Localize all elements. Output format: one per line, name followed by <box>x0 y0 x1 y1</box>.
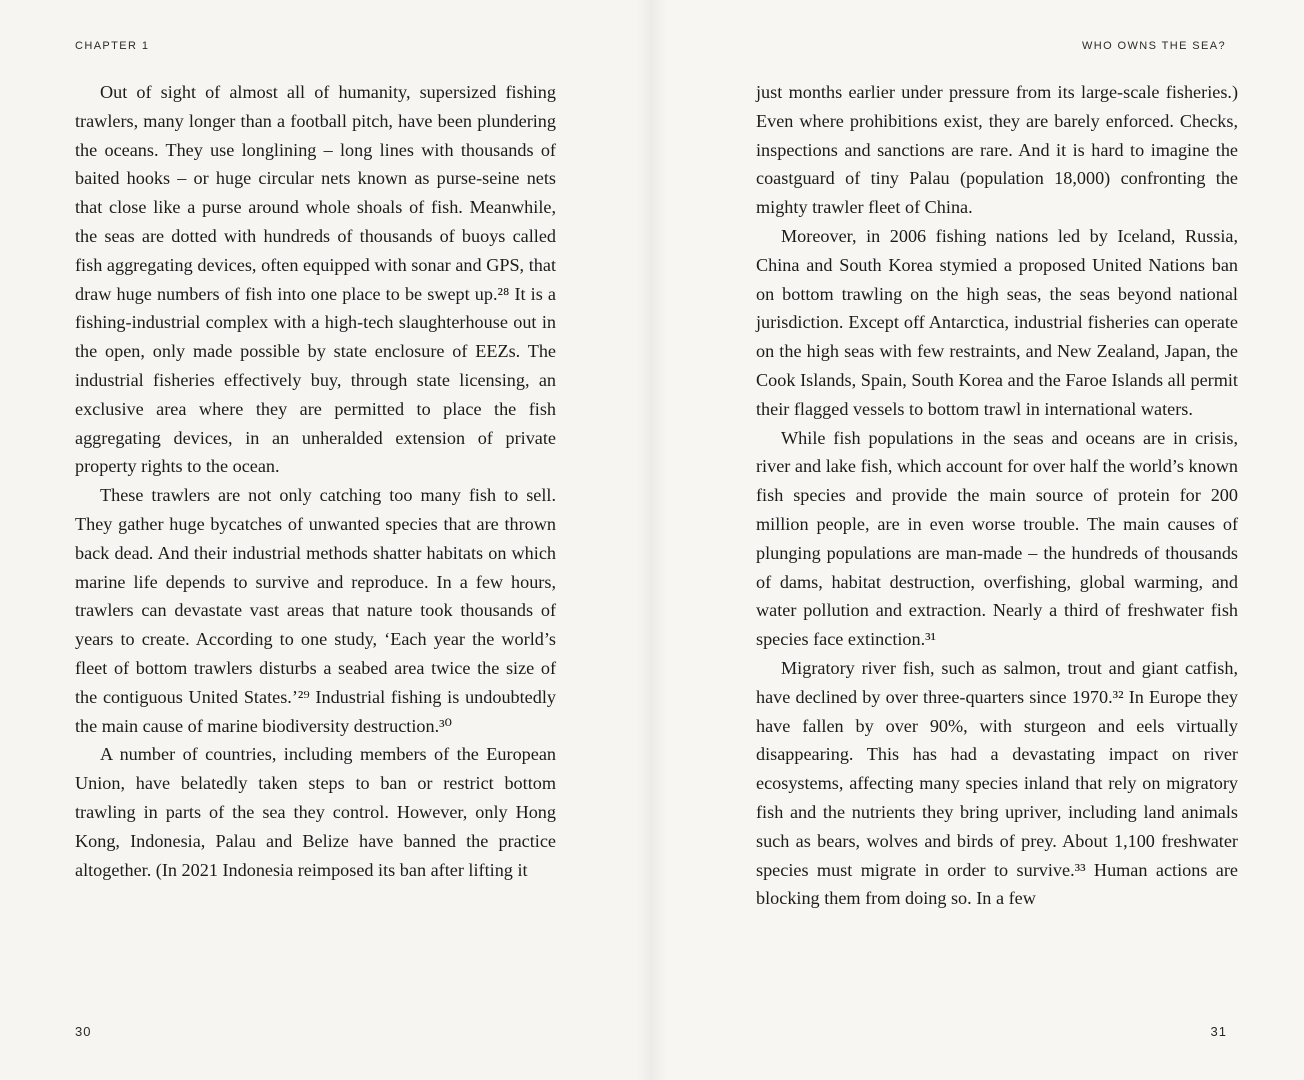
page-number: 30 <box>75 1024 92 1039</box>
paragraph: Out of sight of almost all of humanity, supersized fishing trawlers, many longer than a football pitch, have been plundering the oceans. They use longlining – long lines with thousands of baited hooks – or huge circular nets known as purse-seine nets that close like a purse around whole shoals of fish. Meanwhile, the seas are dotted with hundreds of thousands of buoys called fish aggregating devices, often equipped with sonar and GPS, that draw huge numbers of fish into one place to be swept up.²⁸ It is a fishing-industrial complex with a high-tech slaughterhouse out in the open, only made possible by state enclosure of EEZs. The industrial fisheries effectively buy, through state licensing, an exclusive area where they are permitted to place the fish aggregating devices, in an unheralded extension of private property rights to the ocean. <box>75 82 556 477</box>
paragraph: Moreover, in 2006 fishing nations led by Iceland, Russia, China and South Korea stymied a proposed United Nations ban on bottom trawling on the high seas, the seas beyond national jurisdiction. Except off Antarctica, industrial fisheries can operate on the high seas with few restraints, and New Zealand, Japan, the Cook Islands, Spain, South Korea and the Faroe Islands all permit their flagged vessels to bottom trawl in international waters. <box>756 225 1238 419</box>
running-head-chapter: CHAPTER 1 <box>75 40 150 52</box>
running-head-title: WHO OWNS THE SEA? <box>1082 40 1226 52</box>
paragraph: While fish populations in the seas and oceans are in crisis, river and lake fish, which account for over half the world’s known fish species and provide the main source of protein for 200 million people, are in even worse trouble. The main causes of plunging populations are man-made – the hundreds of thousands of dams, habitat destruction, overfishing, global warming, and water pollution and extraction. Nearly a third of freshwater fish species face extinction.³¹ <box>756 427 1238 650</box>
left-page-body <box>75 78 556 884</box>
paragraph: These trawlers are not only catching too many fish to sell. They gather huge bycatches of unwanted species that are thrown back dead. And their industrial methods shatter habitats on which marine life depends to survive and reproduce. In a few hours, trawlers can devastate vast areas that nature took thousands of years to create. According to one study, ‘Each year the world’s fleet of bottom trawlers disturbs a seabed area twice the size of the contiguous United States.’²⁹ Industrial fishing is undoubtedly the main cause of marine biodiversity destruction.³⁰ <box>75 485 556 736</box>
paragraph: Migratory river fish, such as salmon, trout and giant catfish, have declined by over three-quarters since 1970.³² In Europe they have fallen by over 90%, with sturgeon and eels virtually disappearing. This has had a devastating impact on river ecosystems, affecting many species inland that rely on migratory fish and the nutrients they bring upriver, including land animals such as bears, wolves and birds of prey. About 1,100 freshwater species must migrate in order to survive.³³ Human actions are blocking them from doing so. In a few <box>756 657 1238 909</box>
right-page <box>652 0 1304 1080</box>
page-number: 31 <box>1210 1024 1227 1039</box>
paragraph: A number of countries, including members of the European Union, have belatedly taken steps to ban or restrict bottom trawling in parts of the sea they control. However, only Hong Kong, Indonesia, Palau and Belize have banned the practice altogether. (In 2021 Indonesia reimposed its ban after lifting it <box>75 744 556 880</box>
right-page-body <box>756 78 1238 913</box>
paragraph-continued: just months earlier under pressure from its large-scale fisheries.) Even where prohibitions exist, they are barely enforced. Checks, inspections and sanctions are rare. And it is hard to imagine the coastguard of tiny Palau (population 18,000) confronting the mighty trawler fleet of China. <box>756 82 1238 218</box>
